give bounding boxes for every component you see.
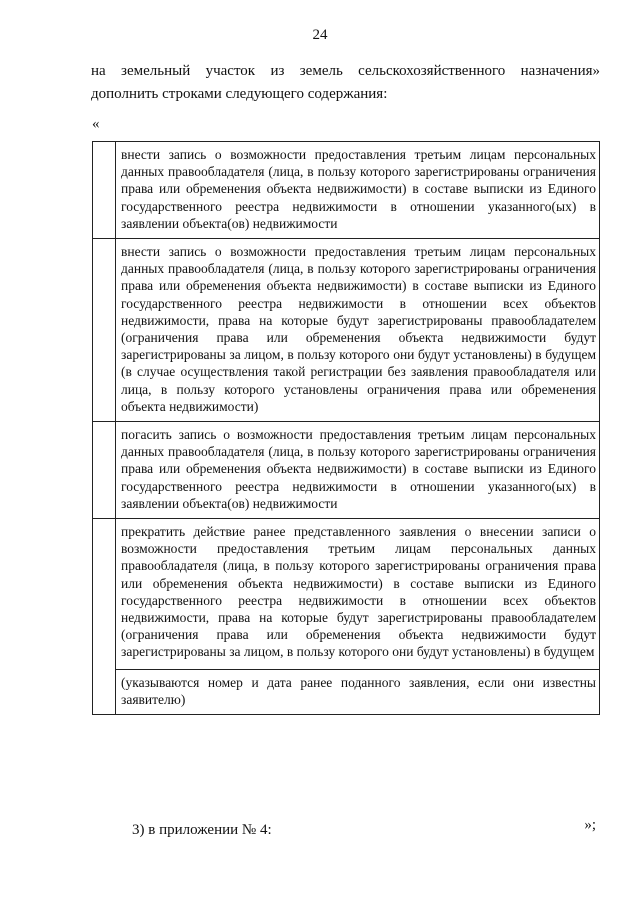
opening-quote: « — [92, 116, 100, 132]
option-text: внести запись о возможности предоставления третьим лицам персональных данных правообладателя (лица, в пользу которого зарегистрированы ограничения права или обременения объекта недвижимости) в составе выписки из Единого государственного реестра недвижимости в отношении указанного(ых) в заявлении объекта(ов) недвижимости — [116, 142, 600, 239]
table-row — [93, 239, 600, 422]
checkbox-cell[interactable] — [93, 239, 116, 422]
option-cell — [116, 519, 600, 715]
checkbox-cell[interactable] — [93, 519, 116, 715]
closing-quote: »; — [584, 817, 596, 833]
intro-line-1: на земельный участок из земель сельскохозяйственного назначения» — [91, 63, 600, 79]
option-text: погасить запись о возможности предоставления третьим лицам персональных данных правообладателя (лица, в пользу которого зарегистрированы ограничения права или обременения объекта недвижимости) в составе выписки из Единого государственного реестра недвижимости в отношении указанного(ых) в заявлении объекта(ов) недвижимости — [116, 422, 600, 519]
table-row — [93, 422, 600, 519]
checkbox-cell[interactable] — [93, 142, 116, 239]
option-text: внести запись о возможности предоставления третьим лицам персональных данных правообладателя (лица, в пользу которого зарегистрированы ограничения права или обременения объекта недвижимости) в составе выписки из Единого государственного реестра недвижимости в отношении всех объектов недвижимости, права на которые будут зарегистрированы правообладателем (ограничения права или обременения объекта недвижимости будут зарегистрированы за лицом, в пользу которого они будут установлены) в будущем (в случае осуществления такой регистрации без заявления правообладателя или лица, в пользу которого установлены ограничения права или обременения объекта недвижимости) — [116, 239, 600, 422]
options-table — [92, 141, 600, 715]
table-row — [93, 519, 600, 715]
fill-in-line — [116, 669, 599, 670]
intro-paragraph — [91, 60, 600, 106]
option-note: (указываются номер и дата ранее поданного заявления, если они известны заявителю) — [121, 674, 596, 707]
page-number: 24 — [312, 27, 328, 43]
table-row — [93, 142, 600, 239]
option-text: прекратить действие ранее представленного заявления о внесении записи о возможности предоставления третьим лицам персональных данных правообладателя (лица, в пользу которого зарегистрированы ограничения права или обременения объекта недвижимости) в составе выписки из Единого государственного реестра недвижимости в отношении всех объектов недвижимости, права на которые будут зарегистрированы правообладателем (ограничения права или обременения объекта недвижимости будут зарегистрированы за лицом, в пользу которого они будут установлены) в будущем — [121, 524, 596, 660]
item-3-heading: 3) в приложении № 4: — [132, 822, 272, 838]
checkbox-cell[interactable] — [93, 422, 116, 519]
intro-line-2: дополнить строками следующего содержания: — [91, 86, 388, 102]
